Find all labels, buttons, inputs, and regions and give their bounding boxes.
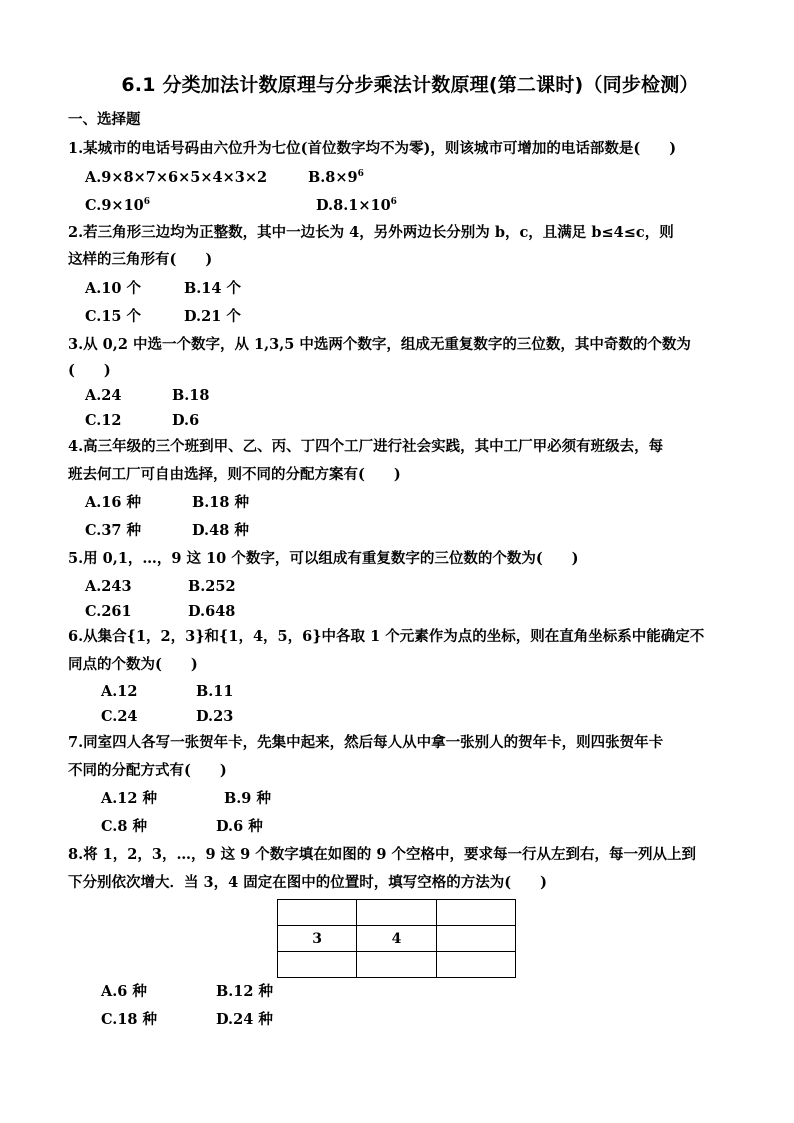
q1-option-b: $B.8\times 9^6$ — [308, 169, 364, 186]
question-8-line-2: 下分别依次增大．当 3，4 固定在图中的位置时，填写空格的方法为( ) — [68, 874, 547, 891]
q7-option-c: C.8 种 — [101, 818, 147, 835]
q6-option-d: D.23 — [196, 708, 234, 725]
q3-option-c: C.12 — [85, 412, 122, 429]
question-5-text: 5.用 0,1，…，9 这 10 个数字，可以组成有重复数字的三位数的个数为( ) — [68, 550, 579, 567]
question-2-line-1: 2.若三角形三边均为正整数，其中一边长为 4，另外两边长分别为 b，c，且满足 b≤4≤c，则 — [68, 224, 674, 241]
page-title: 6.1 分类加法计数原理与分步乘法计数原理(第二课时)（同步检测） — [121, 74, 699, 96]
grid-row — [278, 926, 516, 952]
grid-row — [278, 900, 516, 926]
q8-option-d: D.24 种 — [216, 1011, 273, 1028]
number-grid — [277, 899, 516, 978]
question-7-line-2: 不同的分配方式有( ) — [68, 762, 227, 779]
q2-option-d: D.21 个 — [184, 308, 241, 325]
q2-option-c: C.15 个 — [85, 308, 142, 325]
q4-option-a: A.16 种 — [85, 494, 142, 511]
q4-option-d: D.48 种 — [192, 522, 249, 539]
q3-option-b: B.18 — [172, 387, 210, 404]
q7-option-a: A.12 种 — [101, 790, 158, 807]
q5-option-c: C.261 — [85, 603, 132, 620]
question-1-text: 1.某城市的电话号码由六位升为七位(首位数字均不为零)，则该城市可增加的电话部数是( ) — [68, 140, 677, 157]
q2-option-b: B.14 个 — [184, 280, 242, 297]
grid-cell — [436, 926, 515, 952]
q3-option-a: A.24 — [85, 387, 122, 404]
grid-cell — [436, 952, 515, 978]
question-7-line-1: 7.同室四人各写一张贺年卡，先集中起来，然后每人从中拿一张别人的贺年卡，则四张贺年卡 — [68, 734, 664, 751]
q8-option-c: C.18 种 — [101, 1011, 158, 1028]
question-6-line-1: 6.从集合{1，2，3}和{1，4，5，6}中各取 1 个元素作为点的坐标，则在直角坐标系中能确定不 — [68, 628, 705, 645]
q8-option-b: B.12 种 — [216, 983, 274, 1000]
section-heading: 一、选择题 — [68, 111, 141, 128]
q7-option-b: B.9 种 — [224, 790, 271, 807]
grid-cell — [357, 900, 436, 926]
grid-cell — [357, 952, 436, 978]
q1-option-c: $C.9\times 10^6$ — [85, 197, 151, 214]
grid-cell: 4 — [357, 926, 436, 952]
grid-cell — [278, 952, 357, 978]
q5-option-a: A.243 — [85, 578, 132, 595]
q5-option-b: B.252 — [188, 578, 236, 595]
grid-cell — [436, 900, 515, 926]
grid-cell: 3 — [278, 926, 357, 952]
q6-option-c: C.24 — [101, 708, 138, 725]
q3-option-d: D.6 — [172, 412, 200, 429]
q8-option-a: A.6 种 — [101, 983, 147, 1000]
q6-option-a: A.12 — [101, 683, 138, 700]
grid-cell — [278, 900, 357, 926]
question-8-line-1: 8.将 1，2，3，…，9 这 9 个数字填在如图的 9 个空格中，要求每一行从左到右，每一列从上到 — [68, 846, 696, 863]
q6-option-b: B.11 — [196, 683, 234, 700]
question-2-line-2: 这样的三角形有( ) — [68, 251, 213, 268]
question-3-line-1: 3.从 0,2 中选一个数字，从 1,3,5 中选两个数字，组成无重复数字的三位数，其中奇数的个数为 — [68, 336, 691, 353]
question-4-line-1: 4.高三年级的三个班到甲、乙、丙、丁四个工厂进行社会实践，其中工厂甲必须有班级去，每 — [68, 438, 664, 455]
question-6-line-2: 同点的个数为( ) — [68, 656, 198, 673]
q5-option-d: D.648 — [188, 603, 236, 620]
question-3-line-2: ( ) — [68, 362, 111, 379]
q2-option-a: A.10 个 — [85, 280, 142, 297]
q7-option-d: D.6 种 — [216, 818, 263, 835]
question-4-line-2: 班去何工厂可自由选择，则不同的分配方案有( ) — [68, 466, 401, 483]
q4-option-b: B.18 种 — [192, 494, 250, 511]
q4-option-c: C.37 种 — [85, 522, 142, 539]
grid-row — [278, 952, 516, 978]
q1-option-a: A.9×8×7×6×5×4×3×2 — [85, 169, 268, 186]
q1-option-d: $D.8.1\times 10^6$ — [316, 197, 397, 214]
